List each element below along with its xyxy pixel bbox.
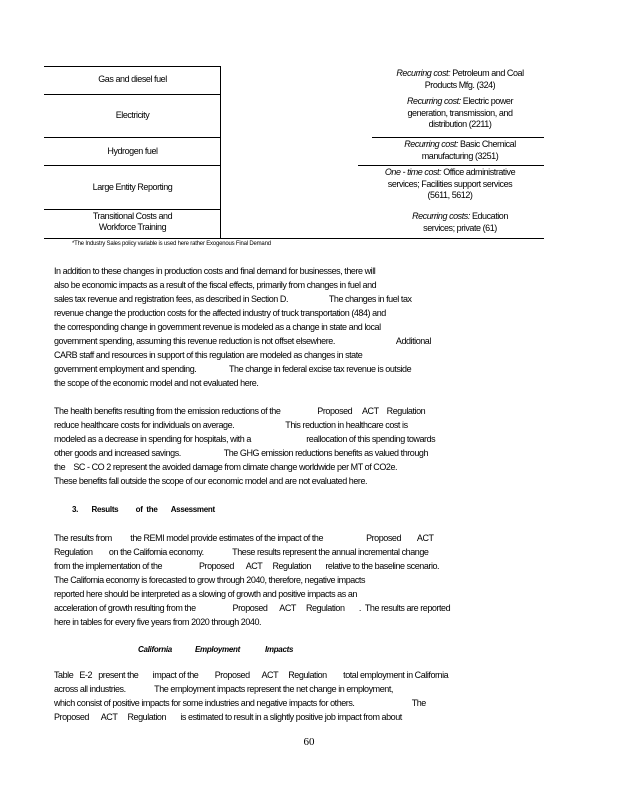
table-row-transitional-cost — [360, 211, 560, 234]
text-line: modeled as a decrease in spending for hospitals, with a reallocation of this spending towards — [54, 434, 436, 444]
text-line: the scope of the economic model and not evaluated here. — [54, 378, 259, 388]
table-row-hydrogen-cost — [360, 139, 560, 162]
cost-type: Recurring cost: — [404, 139, 458, 149]
text-line: other goods and increased savings. The GHG emission reductions benefits as valued through — [54, 448, 429, 458]
cost-industry-cont: distribution (2211) — [428, 119, 492, 129]
text-line: The results from the REMI model provide estimates of the impact of the Proposed ACT — [54, 533, 434, 543]
table-row-hydrogen-label: Hydrogen fuel — [107, 146, 158, 156]
paragraph-employment — [54, 668, 534, 724]
text-line: Proposed ACT Regulation is estimated to result in a slightly positive job impact from about — [54, 712, 402, 722]
table-row-divider — [44, 137, 221, 138]
table-row-gas-diesel-cost — [360, 68, 560, 91]
label-line: Transitional Costs and — [92, 211, 173, 221]
cost-type: One - time cost: — [384, 167, 442, 177]
cost-industry: Electric power — [460, 96, 514, 106]
text-line: from the implementation of the Proposed ACT Regulation relative to the baseline scenario. — [54, 561, 440, 571]
text-line: the corresponding change in government revenue is modeled as a change in state and local — [54, 322, 381, 332]
text-line: acceleration of growth resulting from the Proposed ACT Regulation . The results are reported — [54, 603, 451, 613]
table-row-large-entity-cost — [360, 167, 540, 202]
cost-type: Recurring cost: — [406, 96, 461, 106]
paragraph-health-benefits — [54, 404, 534, 488]
table-bottom-border — [44, 238, 544, 239]
text-line: revenue change the production costs for the affected industry of truck transportation (484) and — [54, 308, 386, 318]
table-row-divider — [372, 137, 544, 138]
table-row-electricity-label: Electricity — [115, 110, 150, 120]
cost-industry-cont: (5611, 5612) — [427, 190, 473, 200]
label-line: Workforce Training — [98, 222, 167, 232]
table-row-transitional-label — [44, 211, 221, 233]
table-footnote: *The Industry Sales policy variable is used here rather Exogenous Final Demand — [72, 241, 271, 247]
text-line: These benefits fall outside the scope of our economic model and are not evaluated here. — [54, 476, 368, 486]
paragraph-fiscal-effects — [54, 264, 534, 390]
text-line: CARB staff and resources in support of this regulation are modeled as changes in state — [54, 350, 363, 360]
cost-industry-cont: Products Mfg. (324) — [424, 79, 496, 90]
table-top-border — [44, 66, 221, 67]
text-line: here in tables for every five years from 2020 through 2040. — [54, 617, 262, 627]
text-line: also be economic impacts as a result of the fiscal effects, primarily from changes in fuel and — [54, 280, 377, 290]
text-line: reduce healthcare costs for individuals on average. This reduction in healthcare cost is — [54, 420, 408, 430]
subheading-employment-impacts: California Employment Impacts — [138, 645, 294, 654]
text-line: the SC - CO 2 represent the avoided damage from climate change worldwide per MT of CO2e. — [54, 462, 398, 472]
table-row-divider — [44, 165, 221, 166]
text-line: In addition to these changes in production costs and final demand for businesses, there will — [54, 266, 376, 276]
cost-type: Recurring cost: — [396, 68, 451, 78]
cost-industry: Petroleum and Coal — [450, 68, 524, 78]
table-row-divider — [358, 165, 544, 166]
cost-industry: Education — [469, 211, 508, 221]
text-line: government spending, assuming this revenue reduction is not offset elsewhere. Additional — [54, 336, 431, 346]
cost-industry: Office administrative — [441, 167, 516, 177]
text-line: which consist of positive impacts for some industries and negative impacts for others. The — [54, 698, 426, 708]
cost-industry-cont: services; Facilities support services — [387, 178, 513, 189]
text-line: The health benefits resulting from the emission reductions of the Proposed ACT Regulation — [54, 406, 426, 416]
table-row-electricity-cost — [360, 96, 560, 131]
cost-industry-cont: services; private (61) — [423, 222, 497, 233]
text-line: government employment and spending. The change in federal excise tax revenue is outside — [54, 364, 412, 374]
table-row-large-entity-label: Large Entity Reporting — [92, 182, 173, 192]
table-row-divider — [44, 94, 221, 95]
table-row-divider — [44, 209, 221, 210]
text-line: sales tax revenue and registration fees, as described in Section D. The changes in fuel tax — [54, 294, 412, 304]
cost-industry: Basic Chemical — [458, 139, 516, 149]
cost-type: Recurring costs: — [412, 211, 470, 221]
text-line: The California economy is forecasted to grow through 2040, therefore, negative impacts — [54, 575, 365, 585]
section-heading-results: 3. Results of the Assessment — [72, 505, 215, 514]
cost-industry-cont: manufacturing (3251) — [421, 150, 499, 161]
cost-industry-cont: generation, transmission, and — [407, 107, 513, 118]
text-line: across all industries. The employment impacts represent the net change in employment, — [54, 684, 393, 694]
page-number: 60 — [303, 736, 315, 748]
table-row-gas-diesel-label: Gas and diesel fuel — [98, 74, 167, 84]
paragraph-remi-results — [54, 531, 534, 629]
text-line: Table E-2 present the impact of the Proposed ACT Regulation total employment in California — [54, 670, 449, 680]
text-line: reported here should be interpreted as a slowing of growth and positive impacts as an — [54, 589, 357, 599]
text-line: Regulation on the California economy. These results represent the annual incremental change — [54, 547, 429, 557]
